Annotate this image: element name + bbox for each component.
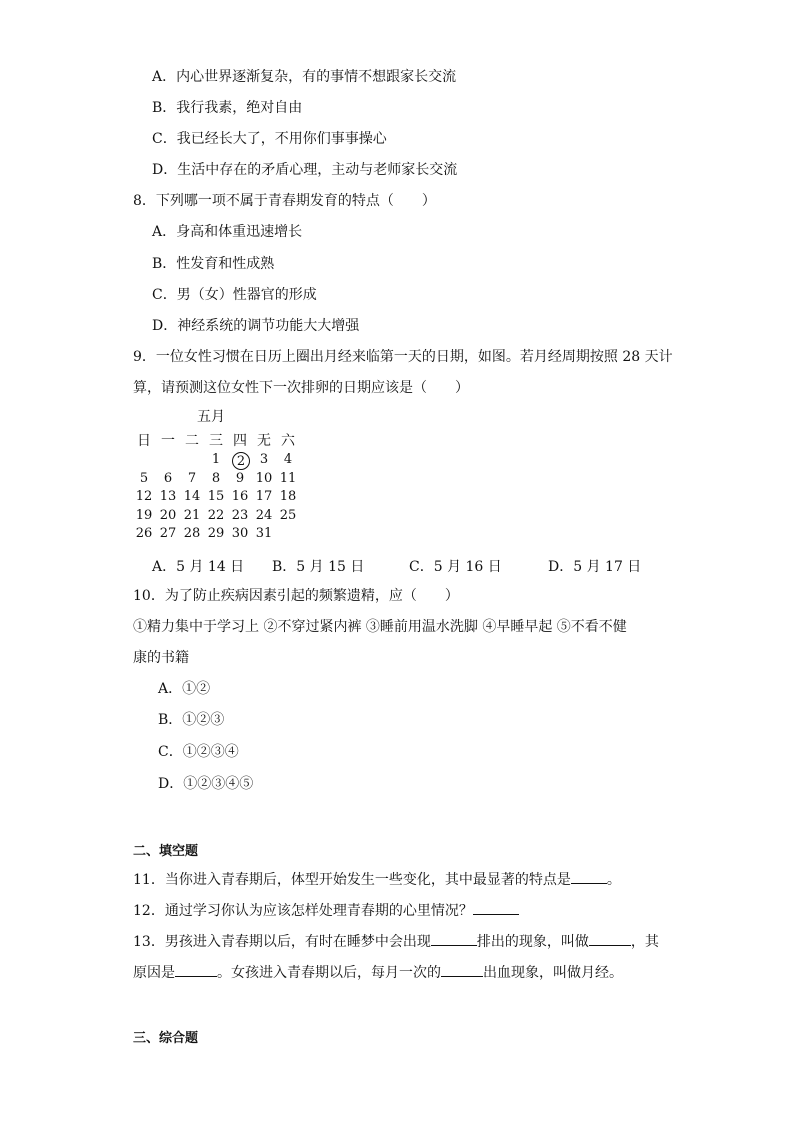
calendar-day: 3 [259,452,269,467]
q13-text-1: 13．男孩进入青春期以后，有时在睡梦中会出现 [133,934,431,950]
q7-option-d: D．生活中存在的矛盾心理，主动与老师家长交流 [152,162,458,178]
calendar-day: 10 [255,470,273,486]
calendar-day: 27 [159,526,177,541]
calendar-day: 7 [187,470,197,486]
q8-option-b: B．性发育和性成熟 [152,256,275,272]
calendar-day: 28 [183,526,201,541]
calendar-day: 5 [139,470,149,486]
calendar-day: 25 [279,507,297,523]
calendar-day: 19 [135,507,153,523]
q8-option-d: D．神经系统的调节功能大大增强 [152,318,360,334]
calendar-day: 30 [231,526,249,541]
q8-option-c: C．男（女）性器官的形成 [152,287,317,303]
calendar-day: 31 [255,526,273,541]
calendar-day: 15 [207,489,225,504]
q13-text-2: 排出的现象，叫做 [476,934,589,950]
q10-option-a: A．①② [158,681,211,697]
calendar-weekday: 二 [185,433,199,449]
q7-option-b: B．我行我素，绝对自由 [152,100,303,116]
calendar-day: 1 [211,452,221,467]
calendar-day: 4 [283,452,293,467]
calendar-day: 20 [159,507,177,523]
q13-line2 [133,962,623,982]
q10-option-b: B．①②③ [158,712,225,728]
calendar-day: 22 [207,507,225,523]
q10-option-c: C．①②③④ [158,744,239,760]
calendar-title: 五月 [197,409,225,425]
q13-blank-2[interactable] [589,931,631,946]
calendar-day: 18 [279,489,297,504]
q9-option-a: A．5 月 14 日 [152,559,245,575]
q11-end: 。 [606,872,621,888]
q11-text: 11．当你进入青春期后，体型开始发生一些变化，其中最显著的特点是 [133,872,571,888]
q7-option-c: C．我已经长大了，不用你们事事操心 [152,131,387,147]
q11-blank[interactable] [571,869,607,884]
q10-items-line1: ①精力集中于学习上 ②不穿过紧内裤 ③睡前用温水洗脚 ④早睡早起 ⑤不看不健 [133,619,627,635]
q8-option-a: A．身高和体重迅速增长 [152,224,303,240]
calendar-day: 13 [159,489,177,504]
calendar-day: 29 [207,526,225,541]
calendar-day: 23 [231,507,249,523]
q10-stem: 10．为了防止疾病因素引起的频繁遗精，应（ ） [133,588,459,604]
q13-text-5: 。女孩进入青春期以后，每月一次的 [217,965,441,981]
section-fill-in-title: 二、填空题 [133,844,199,859]
calendar-day: 26 [135,526,153,541]
q13-blank-4[interactable] [441,962,483,977]
q9-option-c: C．5 月 16 日 [409,559,502,575]
q10-option-d: D．①②③④⑤ [158,776,254,792]
calendar-day: 17 [255,489,273,504]
calendar-weekday: 日 [137,433,151,449]
section-comprehensive-title: 三、综合题 [133,1031,199,1046]
q9-stem-line1: 9．一位女性习惯在日历上圈出月经来临第一天的日期，如图。若月经周期按照 28 天计 [133,349,673,365]
calendar-day: 24 [255,507,273,523]
q12-text: 12．通过学习你认为应该怎样处理青春期的心里情况？ [133,903,473,919]
q13-blank-3[interactable] [175,962,217,977]
q13-text-4: 原因是 [133,965,175,981]
calendar-day: 14 [183,489,201,504]
calendar-day: 21 [183,507,201,523]
calendar-day: 12 [135,489,153,504]
calendar-day: 6 [163,470,173,486]
q8-stem: 8．下列哪一项不属于青春期发育的特点（ ） [133,193,436,209]
calendar-day: 16 [231,489,249,504]
q7-option-a: A．内心世界逐渐复杂，有的事情不想跟家长交流 [152,69,457,85]
q9-stem-line2: 算，请预测这位女性下一次排卵的日期应该是（ ） [133,380,469,396]
q12-blank[interactable] [473,900,519,915]
q9-option-b: B．5 月 15 日 [272,559,365,575]
q10-items-line2: 康的书籍 [133,650,189,666]
calendar-day: 8 [211,470,221,486]
calendar-weekday: 六 [281,433,295,449]
q13-blank-1[interactable] [431,931,477,946]
calendar-weekday: 无 [257,433,271,449]
q13-text-3: ，其 [630,934,659,950]
calendar-day: 11 [279,470,297,486]
calendar-day-circled: 2 [232,452,250,470]
q13-line1 [133,931,659,951]
q9-option-d: D．5 月 17 日 [548,559,642,575]
calendar-day: 9 [235,470,245,486]
q11 [133,869,621,889]
q13-text-6: 出血现象，叫做月经。 [483,965,623,981]
calendar-weekday: 四 [233,433,247,449]
calendar-weekday: 一 [161,433,175,449]
calendar-weekday: 三 [209,433,223,449]
q12 [133,900,519,920]
